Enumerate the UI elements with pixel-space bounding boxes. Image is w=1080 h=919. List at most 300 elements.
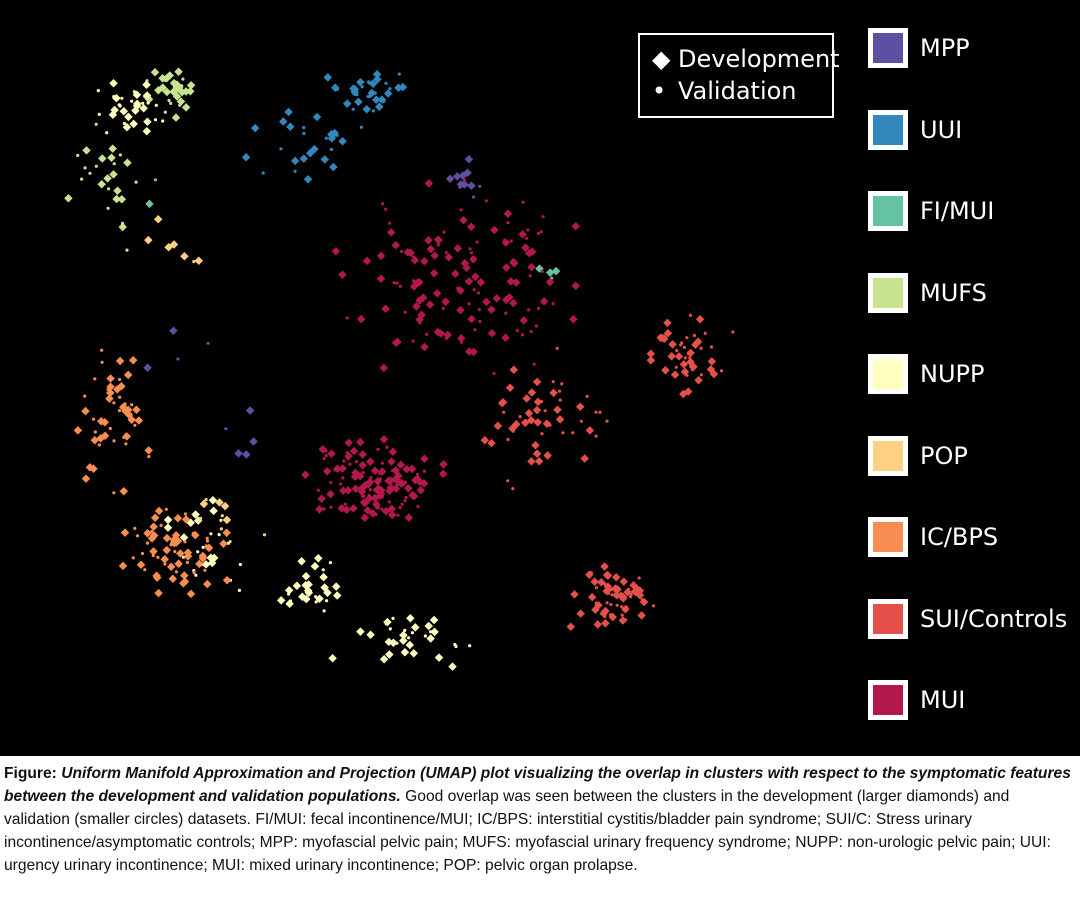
point-validation-mui bbox=[477, 291, 480, 294]
point-validation-sui-controls bbox=[704, 332, 707, 335]
diamond-icon: ◆ bbox=[652, 45, 671, 73]
point-validation-mui bbox=[552, 302, 555, 305]
point-validation-nupp bbox=[407, 636, 410, 639]
point-validation-mui bbox=[388, 500, 391, 503]
point-development-nupp bbox=[410, 649, 418, 657]
point-development-mui bbox=[527, 263, 535, 271]
point-validation-mui bbox=[460, 341, 463, 344]
point-validation-mui bbox=[503, 239, 506, 242]
point-validation-ic-bps bbox=[186, 561, 189, 564]
point-validation-mui bbox=[504, 312, 507, 315]
point-development-mui bbox=[426, 300, 434, 308]
point-validation-sui-controls bbox=[700, 347, 703, 350]
point-validation-ic-bps bbox=[84, 478, 87, 481]
point-validation-mui bbox=[445, 251, 448, 254]
point-validation-mui bbox=[339, 482, 342, 485]
cluster-legend bbox=[868, 26, 1080, 726]
point-development-nupp bbox=[333, 591, 341, 599]
point-validation-mufs bbox=[176, 82, 179, 85]
point-development-mpp bbox=[242, 450, 250, 458]
point-validation-mpp bbox=[458, 186, 461, 189]
point-validation-mui bbox=[541, 270, 544, 273]
point-validation-sui-controls bbox=[610, 588, 613, 591]
point-validation-mui bbox=[537, 232, 540, 235]
point-development-mui bbox=[502, 263, 510, 271]
legend-swatch bbox=[873, 604, 903, 634]
point-development-ic-bps bbox=[120, 487, 128, 495]
point-validation-mufs bbox=[113, 162, 116, 165]
point-validation-nupp bbox=[329, 561, 332, 564]
point-development-sui-controls bbox=[580, 454, 588, 462]
point-validation-ic-bps bbox=[169, 543, 172, 546]
legend-validation bbox=[652, 77, 797, 105]
point-validation-mui bbox=[341, 476, 344, 479]
point-development-ic-bps bbox=[222, 529, 230, 537]
point-development-nupp bbox=[448, 662, 456, 670]
point-validation-mui bbox=[329, 506, 332, 509]
point-validation-mui bbox=[399, 285, 402, 288]
point-validation-nupp bbox=[315, 600, 318, 603]
point-validation-nupp bbox=[239, 563, 242, 566]
point-development-ic-bps bbox=[116, 357, 124, 365]
point-development-mui bbox=[332, 247, 340, 255]
point-validation-mufs bbox=[76, 154, 79, 157]
point-development-mui bbox=[389, 448, 397, 456]
point-validation-mufs bbox=[180, 84, 183, 87]
point-development-nupp bbox=[319, 573, 327, 581]
point-development-sui-controls bbox=[667, 352, 675, 360]
legend-cluster-label: MUI bbox=[920, 686, 966, 714]
point-development-mui bbox=[425, 179, 433, 187]
point-validation-mui bbox=[404, 311, 407, 314]
point-validation-mui bbox=[395, 477, 398, 480]
point-validation-nupp bbox=[141, 102, 144, 105]
point-validation-sui-controls bbox=[641, 598, 644, 601]
point-validation-mufs bbox=[164, 111, 167, 114]
point-validation-sui-controls bbox=[700, 373, 703, 376]
point-validation-mui bbox=[470, 251, 473, 254]
legend-swatch bbox=[873, 196, 903, 226]
point-validation-mui bbox=[380, 508, 383, 511]
point-validation-mui bbox=[478, 308, 481, 311]
point-validation-sui-controls bbox=[552, 380, 555, 383]
point-development-fi-mui bbox=[546, 268, 554, 276]
point-validation-ic-bps bbox=[147, 455, 150, 458]
point-validation-sui-controls bbox=[603, 582, 606, 585]
point-validation-mui bbox=[391, 513, 394, 516]
point-development-mui bbox=[433, 289, 441, 297]
point-validation-nupp bbox=[120, 97, 123, 100]
point-development-ic-bps bbox=[163, 534, 171, 542]
point-validation-uui bbox=[336, 87, 339, 90]
point-validation-uui bbox=[384, 82, 387, 85]
point-validation-mpp bbox=[478, 185, 481, 188]
point-validation-ic-bps bbox=[98, 443, 101, 446]
point-development-ic-bps bbox=[81, 407, 89, 415]
point-validation-mui bbox=[385, 446, 388, 449]
point-validation-mui bbox=[402, 483, 405, 486]
point-development-mui bbox=[420, 343, 428, 351]
point-validation-mui bbox=[369, 488, 372, 491]
point-validation-mui bbox=[467, 302, 470, 305]
point-validation-mui bbox=[395, 282, 398, 285]
point-development-mui bbox=[430, 251, 438, 259]
point-validation-nupp bbox=[287, 593, 290, 596]
point-validation-mufs bbox=[107, 187, 110, 190]
point-validation-mui bbox=[530, 330, 533, 333]
point-validation-ic-bps bbox=[173, 550, 176, 553]
point-validation-sui-controls bbox=[598, 411, 601, 414]
point-validation-sui-controls bbox=[606, 601, 609, 604]
point-validation-sui-controls bbox=[559, 399, 562, 402]
point-development-mui bbox=[430, 269, 438, 277]
point-validation-nupp bbox=[209, 532, 212, 535]
point-validation-ic-bps bbox=[133, 424, 136, 427]
point-validation-nupp bbox=[238, 589, 241, 592]
point-development-sui-controls bbox=[570, 590, 578, 598]
point-development-nupp bbox=[314, 554, 322, 562]
point-validation-sui-controls bbox=[620, 605, 623, 608]
point-validation-mui bbox=[476, 240, 479, 243]
point-validation-uui bbox=[336, 134, 339, 137]
point-validation-mufs bbox=[80, 178, 83, 181]
point-development-ic-bps bbox=[106, 374, 114, 382]
point-validation-mui bbox=[403, 499, 406, 502]
point-development-ic-bps bbox=[135, 416, 143, 424]
point-development-nupp bbox=[164, 523, 172, 531]
point-validation-pop bbox=[125, 249, 128, 252]
point-validation-nupp bbox=[389, 627, 392, 630]
point-development-sui-controls bbox=[534, 418, 542, 426]
point-development-ic-bps bbox=[187, 590, 195, 598]
point-development-pop bbox=[200, 500, 208, 508]
point-validation-nupp bbox=[424, 634, 427, 637]
point-development-ic-bps bbox=[154, 589, 162, 597]
point-validation-sui-controls bbox=[560, 382, 563, 385]
point-validation-nupp bbox=[133, 90, 136, 93]
point-validation-ic-bps bbox=[146, 542, 149, 545]
point-development-mui bbox=[366, 457, 374, 465]
point-validation-mui bbox=[324, 450, 327, 453]
point-validation-mufs bbox=[121, 222, 124, 225]
point-validation-sui-controls bbox=[652, 604, 655, 607]
point-development-mui bbox=[471, 272, 479, 280]
point-development-sui-controls bbox=[522, 394, 530, 402]
point-validation-ic-bps bbox=[112, 401, 115, 404]
point-validation-mui bbox=[375, 506, 378, 509]
point-development-nupp bbox=[426, 634, 434, 642]
point-development-mufs bbox=[107, 153, 115, 161]
point-validation-sui-controls bbox=[693, 334, 696, 337]
point-validation-nupp bbox=[403, 629, 406, 632]
caption-title: Uniform Manifold Approximation and Projection (UMAP) plot visualizing the overlap in clusters with respect to the symptomatic features between the development and validation populations. bbox=[4, 765, 1071, 805]
point-development-mpp bbox=[234, 449, 242, 457]
point-development-pop bbox=[154, 215, 162, 223]
point-validation-mui bbox=[473, 288, 476, 291]
legend-swatch bbox=[873, 441, 903, 471]
point-development-sui-controls bbox=[533, 378, 541, 386]
point-development-mui bbox=[520, 316, 528, 324]
figure-caption bbox=[0, 762, 1080, 877]
point-development-uui bbox=[373, 70, 381, 78]
point-validation-mui bbox=[525, 237, 528, 240]
point-development-mufs bbox=[82, 146, 90, 154]
point-validation-mui bbox=[317, 489, 320, 492]
point-validation-ic-bps bbox=[150, 530, 153, 533]
point-development-mui bbox=[501, 334, 509, 342]
point-validation-nupp bbox=[395, 642, 398, 645]
point-development-mui bbox=[434, 236, 442, 244]
legend-cluster-mpp bbox=[868, 26, 970, 70]
point-validation-sui-controls bbox=[689, 365, 692, 368]
point-validation-uui bbox=[302, 132, 305, 135]
point-development-nupp bbox=[383, 618, 391, 626]
point-development-ic-bps bbox=[119, 562, 127, 570]
point-development-pop bbox=[223, 516, 231, 524]
point-validation-sui-controls bbox=[607, 592, 610, 595]
point-validation-ic-bps bbox=[118, 409, 121, 412]
point-development-mui bbox=[387, 457, 395, 465]
point-validation-sui-controls bbox=[624, 618, 627, 621]
point-validation-ic-bps bbox=[175, 570, 178, 573]
point-development-mui bbox=[477, 278, 485, 286]
point-development-mui bbox=[392, 241, 400, 249]
point-development-ic-bps bbox=[124, 371, 132, 379]
point-development-uui bbox=[321, 155, 329, 163]
point-development-mui bbox=[358, 461, 366, 469]
point-development-mufs bbox=[174, 67, 182, 75]
point-development-sui-controls bbox=[510, 365, 518, 373]
point-validation-sui-controls bbox=[540, 400, 543, 403]
point-development-nupp bbox=[277, 596, 285, 604]
point-development-mui bbox=[459, 216, 467, 224]
point-validation-nupp bbox=[135, 94, 138, 97]
point-development-mui bbox=[301, 470, 309, 478]
point-development-sui-controls bbox=[675, 352, 683, 360]
legend-cluster-mui bbox=[868, 678, 965, 722]
point-validation-pop bbox=[199, 517, 202, 520]
point-development-mui bbox=[317, 494, 325, 502]
point-validation-ic-bps bbox=[101, 361, 104, 364]
point-development-nupp bbox=[401, 648, 409, 656]
legend-cluster-uui bbox=[868, 108, 962, 152]
point-validation-sui-controls bbox=[540, 432, 543, 435]
point-development-mui bbox=[323, 467, 331, 475]
point-development-nupp bbox=[435, 653, 443, 661]
point-validation-nupp bbox=[130, 100, 133, 103]
point-development-mui bbox=[380, 364, 388, 372]
point-validation-uui bbox=[352, 108, 355, 111]
point-validation-mui bbox=[492, 372, 495, 375]
point-validation-sui-controls bbox=[586, 395, 589, 398]
point-development-mpp bbox=[467, 181, 475, 189]
point-validation-sui-controls bbox=[616, 604, 619, 607]
point-validation-ic-bps bbox=[122, 436, 125, 439]
legend-swatch bbox=[873, 278, 903, 308]
caption-label: Figure: bbox=[4, 765, 57, 782]
point-validation-ic-bps bbox=[163, 562, 166, 565]
legend-cluster-label: UUI bbox=[920, 115, 963, 144]
point-development-ic-bps bbox=[74, 426, 82, 434]
point-development-ic-bps bbox=[219, 539, 227, 547]
point-development-mui bbox=[327, 450, 335, 458]
point-validation-ic-bps bbox=[176, 516, 179, 519]
point-development-nupp bbox=[424, 622, 432, 630]
point-validation-mui bbox=[442, 307, 445, 310]
point-development-nupp bbox=[302, 572, 310, 580]
point-validation-sui-controls bbox=[692, 365, 695, 368]
point-validation-mui bbox=[369, 476, 372, 479]
point-development-uui bbox=[304, 175, 312, 183]
point-validation-mufs bbox=[88, 172, 91, 175]
point-development-mpp bbox=[246, 406, 254, 414]
point-development-sui-controls bbox=[620, 577, 628, 585]
point-validation-sui-controls bbox=[561, 431, 564, 434]
point-validation-mui bbox=[485, 199, 488, 202]
point-development-mui bbox=[377, 275, 385, 283]
point-validation-sui-controls bbox=[687, 352, 690, 355]
point-development-sui-controls bbox=[696, 315, 704, 323]
point-validation-uui bbox=[262, 171, 265, 174]
point-validation-nupp bbox=[289, 599, 292, 602]
point-development-pop bbox=[180, 252, 188, 260]
point-validation-ic-bps bbox=[109, 427, 112, 430]
point-validation-uui bbox=[325, 137, 328, 140]
point-development-nupp bbox=[332, 582, 340, 590]
point-validation-mufs bbox=[119, 153, 122, 156]
point-validation-mui bbox=[399, 506, 402, 509]
point-validation-mui bbox=[405, 496, 408, 499]
point-development-nupp bbox=[209, 496, 217, 504]
point-validation-sui-controls bbox=[506, 438, 509, 441]
point-development-mui bbox=[488, 329, 496, 337]
point-validation-uui bbox=[302, 126, 305, 129]
point-validation-mui bbox=[396, 483, 399, 486]
point-validation-pop bbox=[205, 498, 208, 501]
point-development-mui bbox=[381, 304, 389, 312]
point-validation-mpp bbox=[224, 427, 227, 430]
point-validation-mui bbox=[442, 231, 445, 234]
point-development-mui bbox=[380, 435, 388, 443]
legend-swatch bbox=[873, 685, 903, 715]
point-validation-nupp bbox=[202, 546, 205, 549]
point-validation-ic-bps bbox=[143, 568, 146, 571]
point-validation-ic-bps bbox=[93, 377, 96, 380]
point-validation-sui-controls bbox=[681, 363, 684, 366]
point-validation-mufs bbox=[173, 86, 176, 89]
point-validation-sui-controls bbox=[720, 369, 723, 372]
point-development-mui bbox=[445, 253, 453, 261]
point-development-mufs bbox=[112, 195, 120, 203]
point-validation-mui bbox=[346, 457, 349, 460]
point-validation-mui bbox=[460, 208, 463, 211]
point-development-nupp bbox=[164, 516, 172, 524]
point-validation-mui bbox=[348, 463, 351, 466]
point-development-mufs bbox=[187, 81, 195, 89]
point-validation-mui bbox=[510, 239, 513, 242]
point-validation-nupp bbox=[403, 635, 406, 638]
point-validation-mpp bbox=[207, 342, 210, 345]
point-development-nupp bbox=[297, 557, 305, 565]
point-validation-ic-bps bbox=[203, 569, 206, 572]
point-validation-mui bbox=[527, 308, 530, 311]
point-development-nupp bbox=[328, 654, 336, 662]
point-development-nupp bbox=[143, 118, 151, 126]
point-validation-nupp bbox=[123, 122, 126, 125]
point-development-uui bbox=[291, 157, 299, 165]
point-validation-sui-controls bbox=[595, 602, 598, 605]
point-validation-sui-controls bbox=[689, 314, 692, 317]
legend-cluster-label: MPP bbox=[920, 34, 970, 62]
point-validation-nupp bbox=[323, 609, 326, 612]
legend-cluster-label: POP bbox=[920, 441, 968, 470]
point-validation-sui-controls bbox=[512, 430, 515, 433]
point-development-ic-bps bbox=[132, 406, 140, 414]
point-validation-ic-bps bbox=[112, 439, 115, 442]
point-development-nupp bbox=[124, 113, 132, 121]
point-validation-ic-bps bbox=[152, 554, 155, 557]
point-development-mui bbox=[339, 486, 347, 494]
point-validation-ic-bps bbox=[118, 396, 121, 399]
point-development-fi-mui bbox=[145, 200, 153, 208]
point-validation-nupp bbox=[218, 533, 221, 536]
point-development-mui bbox=[427, 245, 435, 253]
point-validation-mui bbox=[516, 329, 519, 332]
point-validation-uui bbox=[314, 116, 317, 119]
point-development-mui bbox=[349, 504, 357, 512]
point-validation-ic-bps bbox=[156, 556, 159, 559]
point-development-mui bbox=[420, 454, 428, 462]
point-validation-mui bbox=[445, 337, 448, 340]
point-development-mui bbox=[377, 252, 385, 260]
point-validation-nupp bbox=[97, 89, 100, 92]
point-development-mui bbox=[546, 278, 554, 286]
point-validation-mui bbox=[391, 469, 394, 472]
point-validation-nupp bbox=[468, 644, 471, 647]
point-validation-ic-bps bbox=[132, 556, 135, 559]
point-validation-mui bbox=[412, 279, 415, 282]
point-validation-mufs bbox=[169, 102, 172, 105]
point-validation-uui bbox=[361, 85, 364, 88]
point-validation-nupp bbox=[385, 622, 388, 625]
point-development-sui-controls bbox=[603, 571, 611, 579]
point-validation-mui bbox=[322, 507, 325, 510]
point-development-mufs bbox=[151, 68, 159, 76]
point-validation-sui-controls bbox=[638, 576, 641, 579]
point-development-mui bbox=[482, 298, 490, 306]
point-validation-mui bbox=[379, 477, 382, 480]
point-validation-sui-controls bbox=[625, 606, 628, 609]
point-development-sui-controls bbox=[556, 415, 564, 423]
point-validation-nupp bbox=[119, 105, 122, 108]
point-development-mui bbox=[467, 223, 475, 231]
shape-legend bbox=[638, 33, 840, 118]
point-development-sui-controls bbox=[533, 449, 541, 457]
point-development-ic-bps bbox=[144, 446, 152, 454]
point-development-fi-mui bbox=[552, 267, 560, 275]
point-validation-nupp bbox=[155, 104, 158, 107]
point-validation-mui bbox=[323, 457, 326, 460]
point-development-mui bbox=[371, 467, 379, 475]
point-validation-fi-mui bbox=[154, 178, 157, 181]
point-development-uui bbox=[242, 153, 250, 161]
point-development-uui bbox=[324, 73, 332, 81]
legend-swatch bbox=[873, 115, 903, 145]
point-development-mui bbox=[540, 297, 548, 305]
point-development-ic-bps bbox=[169, 575, 177, 583]
point-validation-mui bbox=[412, 255, 415, 258]
point-development-uui bbox=[284, 108, 292, 116]
